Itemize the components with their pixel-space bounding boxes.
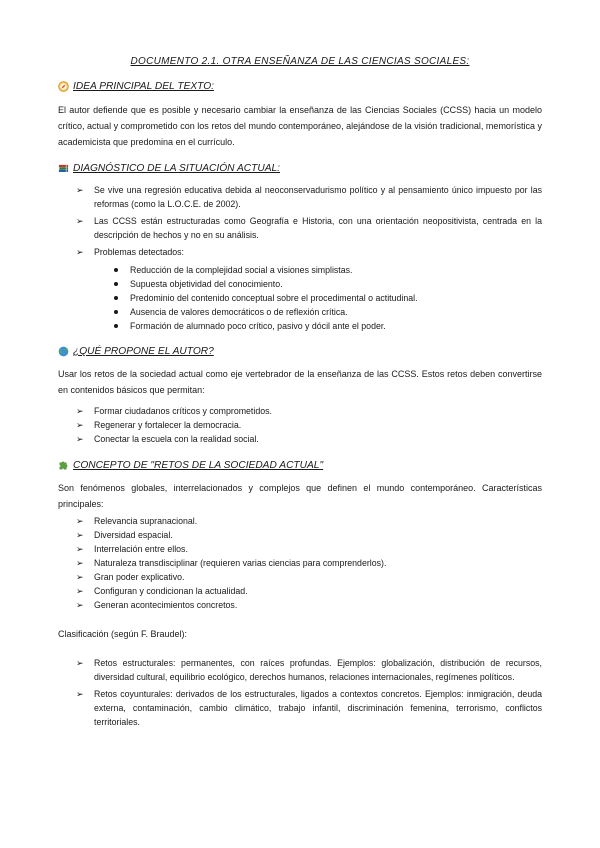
- section-heading-proposal: [58, 346, 214, 357]
- list-item: Supuesta objetividad del conocimiento.: [112, 277, 542, 291]
- concept-paragraph: Son fenómenos globales, interrelacionados y complejos que definen el mundo contemporáneo. Características principales:: [58, 483, 542, 509]
- arrow-bullet-icon: ➢: [76, 406, 84, 416]
- bullet-dot-icon: [114, 282, 118, 286]
- list-item: ➢ Naturaleza transdisciplinar (requieren varias ciencias para comprenderlos).: [76, 558, 387, 568]
- list-item: ➢ Interrelación entre ellos.: [76, 544, 188, 554]
- section-heading-concept: [58, 460, 323, 471]
- classification-label: Clasificación (según F. Braudel):: [58, 629, 188, 639]
- document-title: DOCUMENTO 2.1. OTRA ENSEÑANZA DE LAS CIENCIAS SOCIALES:: [130, 56, 470, 67]
- list-item: ➢ Conectar la escuela con la realidad social.: [76, 434, 259, 444]
- bullet-dot-icon: [114, 296, 118, 300]
- list-item: ➢ Se vive una regresión educativa debida al neoconservadurismo político y al pensamiento único impuesto por las reformas (como la L.O.C.E. de 2002).: [76, 185, 542, 209]
- arrow-bullet-icon: ➢: [76, 586, 84, 596]
- arrow-bullet-icon: ➢: [76, 544, 84, 554]
- list-item: ➢ Retos coyunturales: derivados de los estructurales, ligados a contextos concretos. Ejemplos: inmigración, deuda externa, contaminación, cambio climático, trabajo infantil, discriminación femenina, terrorismo, conflictos territoriales.: [76, 689, 542, 727]
- list-item: ➢ Diversidad espacial.: [76, 530, 173, 540]
- section-heading-main-idea: [58, 81, 214, 92]
- arrow-bullet-icon: ➢: [76, 420, 84, 430]
- characteristics-list: [76, 514, 542, 612]
- section-title: CONCEPTO DE "RETOS DE LA SOCIEDAD ACTUAL": [73, 460, 324, 471]
- arrow-bullet-icon: ➢: [76, 530, 84, 540]
- proposal-list: [76, 404, 542, 446]
- list-item: ➢ Gran poder explicativo.: [76, 572, 185, 582]
- arrow-bullet-icon: ➢: [76, 600, 84, 610]
- puzzle-icon: [58, 460, 69, 471]
- arrow-bullet-icon: ➢: [76, 558, 84, 568]
- list-item: ➢ Las CCSS están estructuradas como Geografía e Historia, con una orientación neopositivista, centrada en la descripción de hechos y no en su análisis.: [76, 216, 542, 240]
- list-item: ➢ Relevancia supranacional.: [76, 516, 198, 526]
- problems-list: [112, 263, 542, 333]
- globe-icon: [58, 346, 69, 357]
- bullet-dot-icon: [114, 310, 118, 314]
- list-item: Ausencia de valores democráticos o de reflexión crítica.: [112, 305, 542, 319]
- list-item: Reducción de la complejidad social a visiones simplistas.: [112, 263, 542, 277]
- retos-list: [76, 656, 542, 729]
- list-item: ➢ Generan acontecimientos concretos.: [76, 600, 238, 610]
- main-idea-paragraph: El autor defiende que es posible y necesario cambiar la enseñanza de las Ciencias Sociales (CCSS) hacia un modelo crítico, actual y comprometido con los retos del mundo contemporáneo, alejándose de la visión tradicional, memorística y academicista que predomina en el currículo.: [58, 105, 542, 147]
- arrow-bullet-icon: ➢: [76, 572, 84, 582]
- bullet-dot-icon: [114, 268, 118, 272]
- compass-icon: [58, 81, 69, 92]
- list-item: ➢ Configuran y condicionan la actualidad.: [76, 586, 248, 596]
- arrow-bullet-icon: ➢: [76, 185, 84, 195]
- section-title: DIAGNÓSTICO DE LA SITUACIÓN ACTUAL:: [73, 163, 280, 174]
- list-item: ➢ Regenerar y fortalecer la democracia.: [76, 420, 242, 430]
- list-item: ➢ Retos estructurales: permanentes, con raíces profundas. Ejemplos: globalización, distribución de recursos, diversidad cultural, equilibrio ecológico, derechos humanos, relaciones internacionales, regímenes políticos.: [76, 658, 542, 682]
- proposal-paragraph: Usar los retos de la sociedad actual como eje vertebrador de la enseñanza de las CCSS. Estos retos deben convertirse en contenidos básicos que permitan:: [58, 369, 542, 395]
- arrow-bullet-icon: ➢: [76, 689, 84, 699]
- list-item: Predominio del contenido conceptual sobre el procedimental o actitudinal.: [112, 291, 542, 305]
- bullet-dot-icon: [114, 324, 118, 328]
- books-icon: [58, 163, 69, 174]
- arrow-bullet-icon: ➢: [76, 247, 84, 257]
- arrow-bullet-icon: ➢: [76, 434, 84, 444]
- list-item: ➢ Formar ciudadanos críticos y comprometidos.: [76, 406, 272, 416]
- section-heading-diagnosis: [58, 163, 280, 174]
- arrow-bullet-icon: ➢: [76, 658, 84, 668]
- list-item: Formación de alumnado poco crítico, pasivo y dócil ante el poder.: [112, 319, 542, 333]
- arrow-bullet-icon: ➢: [76, 516, 84, 526]
- section-title: IDEA PRINCIPAL DEL TEXTO:: [73, 81, 214, 92]
- list-item: ➢ Problemas detectados:: [76, 247, 184, 257]
- section-title: ¿QUÉ PROPONE EL AUTOR?: [73, 346, 214, 357]
- arrow-bullet-icon: ➢: [76, 216, 84, 226]
- diagnosis-list: [76, 183, 542, 259]
